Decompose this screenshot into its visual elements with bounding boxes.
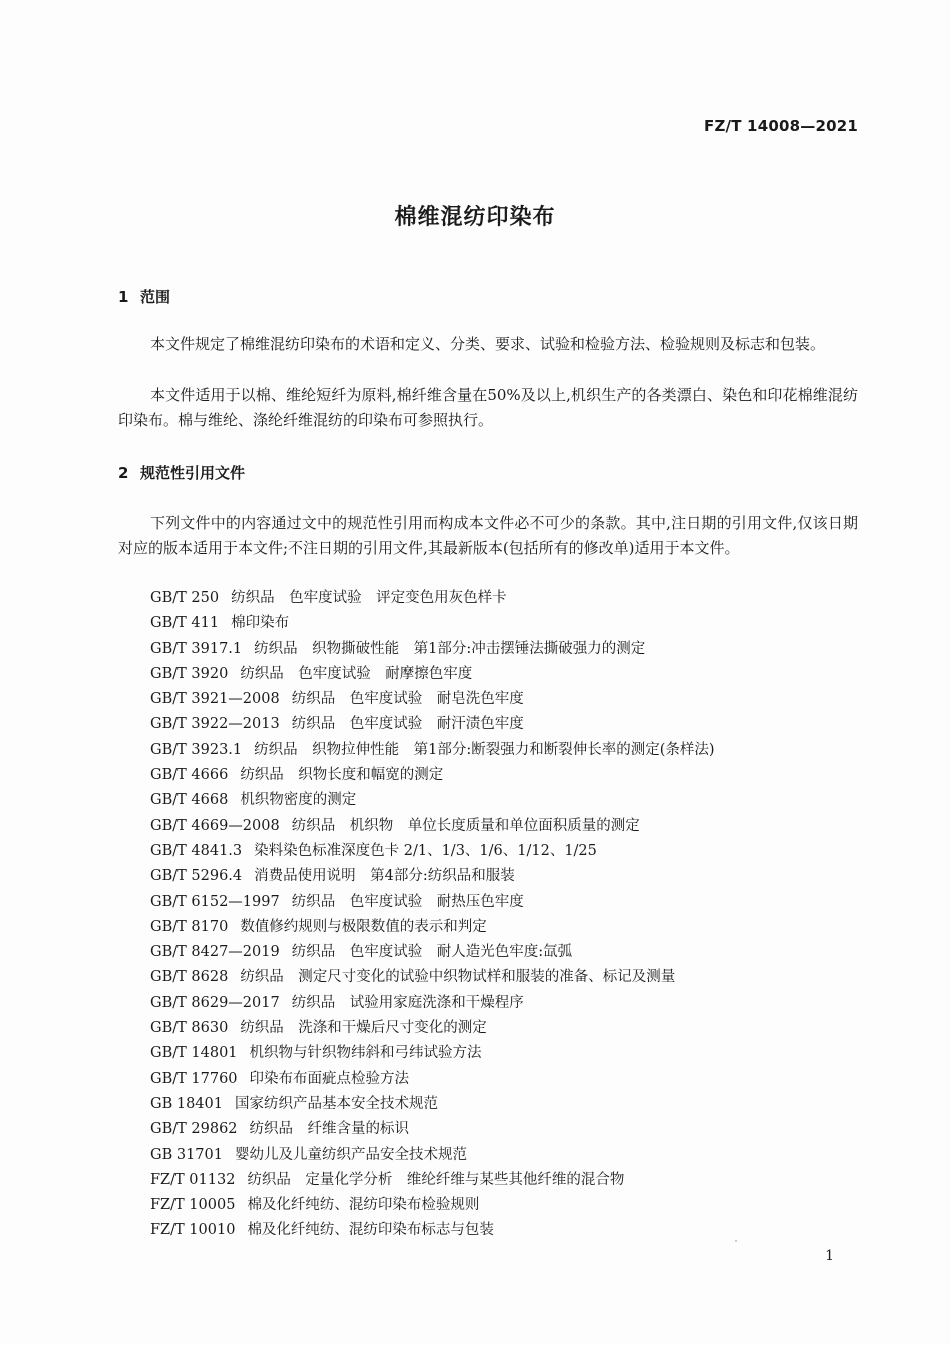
reference-item <box>150 915 715 940</box>
reference-item <box>150 738 715 763</box>
reference-code: GB/T 3921—2008 <box>150 691 280 708</box>
reference-item <box>150 890 715 915</box>
reference-item <box>150 864 715 889</box>
reference-title: 国家纺织产品基本安全技术规范 <box>234 1095 438 1112</box>
reference-code: GB/T 411 <box>150 615 220 632</box>
reference-item <box>150 1193 715 1218</box>
reference-title: 染料染色标准深度色卡 2/1、1/3、1/6、1/12、1/25 <box>254 842 597 859</box>
reference-code: GB/T 17760 <box>150 1070 238 1087</box>
reference-title: 纺织品 色牢度试验 耐热压色牢度 <box>291 893 524 910</box>
reference-title: 纺织品 定量化学分析 维纶纤维与某些其他纤维的混合物 <box>247 1171 625 1188</box>
normative-reference-list <box>150 586 715 1244</box>
reference-item <box>150 991 715 1016</box>
reference-code: FZ/T 01132 <box>150 1171 236 1188</box>
reference-title: 纺织品 测定尺寸变化的试验中织物试样和服装的准备、标记及测量 <box>240 969 676 986</box>
reference-code: FZ/T 10005 <box>150 1197 236 1214</box>
reference-title: 纺织品 洗涤和干燥后尺寸变化的测定 <box>240 1020 487 1037</box>
reference-title: 消费品使用说明 第4部分:纺织品和服装 <box>254 868 515 885</box>
reference-title: 纺织品 色牢度试验 耐摩擦色牢度 <box>240 665 473 682</box>
reference-code: GB/T 8630 <box>150 1020 229 1037</box>
reference-code: GB/T 3917.1 <box>150 640 243 657</box>
reference-code: FZ/T 10010 <box>150 1222 236 1239</box>
section-1-heading <box>118 286 170 307</box>
reference-title: 纺织品 纤维含量的标识 <box>249 1121 410 1138</box>
reference-item <box>150 965 715 990</box>
reference-code: GB/T 4841.3 <box>150 842 243 859</box>
reference-code: GB/T 250 <box>150 590 220 606</box>
section-number: 2 <box>118 464 129 482</box>
scan-speck <box>735 1240 737 1242</box>
reference-code: GB/T 6152—1997 <box>150 893 280 910</box>
reference-item <box>150 712 715 737</box>
section-title: 范围 <box>140 288 171 306</box>
reference-title: 棉印染布 <box>231 615 290 632</box>
reference-code: GB 18401 <box>150 1095 223 1112</box>
reference-item <box>150 1092 715 1117</box>
reference-code: GB/T 4666 <box>150 767 229 784</box>
reference-item <box>150 1041 715 1066</box>
reference-title: 机织物密度的测定 <box>240 792 357 809</box>
reference-title: 棉及化纤纯纺、混纺印染布标志与包装 <box>247 1222 494 1239</box>
reference-title: 婴幼儿及儿童纺织产品安全技术规范 <box>234 1146 467 1163</box>
section-number: 1 <box>118 288 129 306</box>
section-1-paragraph-1: 本文件规定了棉维混纺印染布的术语和定义、分类、要求、试验和检验方法、检验规则及标志和包装。 <box>150 335 826 353</box>
reference-code: GB/T 3922—2013 <box>150 716 280 733</box>
reference-title: 纺织品 织物拉伸性能 第1部分:断裂强力和断裂伸长率的测定(条样法) <box>254 741 715 758</box>
reference-code: GB/T 8170 <box>150 918 229 935</box>
reference-item <box>150 1168 715 1193</box>
reference-title: 机织物与针织物纬斜和弓纬试验方法 <box>249 1045 482 1062</box>
reference-item <box>150 814 715 839</box>
section-title: 规范性引用文件 <box>140 464 246 482</box>
reference-title: 纺织品 色牢度试验 耐人造光色牢度:氙弧 <box>291 944 573 961</box>
reference-title: 棉及化纤纯纺、混纺印染布检验规则 <box>247 1197 480 1214</box>
reference-title: 纺织品 织物撕破性能 第1部分:冲击摆锤法撕破强力的测定 <box>254 640 646 657</box>
reference-item <box>150 940 715 965</box>
section-2-paragraph-1: 下列文件中的内容通过文中的规范性引用而构成本文件必不可少的条款。其中,注日期的引用文件,仅该日期对应的版本适用于本文件;不注日期的引用文件,其最新版本(包括所有的修改单)适用于本文件。 <box>118 514 858 557</box>
reference-code: GB/T 5296.4 <box>150 868 243 885</box>
reference-code: GB/T 4669—2008 <box>150 817 280 834</box>
reference-code: GB/T 14801 <box>150 1045 238 1062</box>
reference-item <box>150 1218 715 1243</box>
reference-item <box>150 586 715 611</box>
reference-item <box>150 637 715 662</box>
reference-item <box>150 1143 715 1168</box>
reference-title: 纺织品 色牢度试验 耐皂洗色牢度 <box>291 691 524 708</box>
reference-title: 纺织品 色牢度试验 评定变色用灰色样卡 <box>231 590 507 606</box>
reference-item <box>150 687 715 712</box>
reference-code: GB/T 8629—2017 <box>150 994 280 1011</box>
section-1-paragraph-2: 本文件适用于以棉、维纶短纤为原料,棉纤维含量在50%及以上,机织生产的各类漂白、染色和印花棉维混纺印染布。棉与维纶、涤纶纤维混纺的印染布可参照执行。 <box>118 386 858 429</box>
reference-code: GB/T 4668 <box>150 792 229 809</box>
reference-code: GB/T 3923.1 <box>150 741 243 758</box>
reference-item <box>150 839 715 864</box>
reference-item <box>150 1067 715 1092</box>
reference-title: 纺织品 色牢度试验 耐汗渍色牢度 <box>291 716 524 733</box>
reference-code: GB/T 29862 <box>150 1121 238 1138</box>
reference-title: 印染布布面疵点检验方法 <box>249 1070 410 1087</box>
reference-title: 纺织品 机织物 单位长度质量和单位面积质量的测定 <box>291 817 640 834</box>
reference-title: 纺织品 织物长度和幅宽的测定 <box>240 767 444 784</box>
reference-code: GB/T 3920 <box>150 665 229 682</box>
reference-item <box>150 1117 715 1142</box>
reference-item <box>150 763 715 788</box>
reference-title: 纺织品 试验用家庭洗涤和干燥程序 <box>291 994 524 1011</box>
reference-code: GB/T 8628 <box>150 969 229 986</box>
reference-item <box>150 611 715 636</box>
reference-item <box>150 788 715 813</box>
reference-code: GB 31701 <box>150 1146 223 1163</box>
reference-code: GB/T 8427—2019 <box>150 944 280 961</box>
reference-title: 数值修约规则与极限数值的表示和判定 <box>240 918 487 935</box>
document-title: 棉维混纺印染布 <box>394 205 556 230</box>
standard-code: FZ/T 14008—2021 <box>704 117 858 135</box>
section-2-heading <box>118 462 245 483</box>
reference-item <box>150 1016 715 1041</box>
page-number: 1 <box>825 1248 834 1264</box>
reference-item <box>150 662 715 687</box>
